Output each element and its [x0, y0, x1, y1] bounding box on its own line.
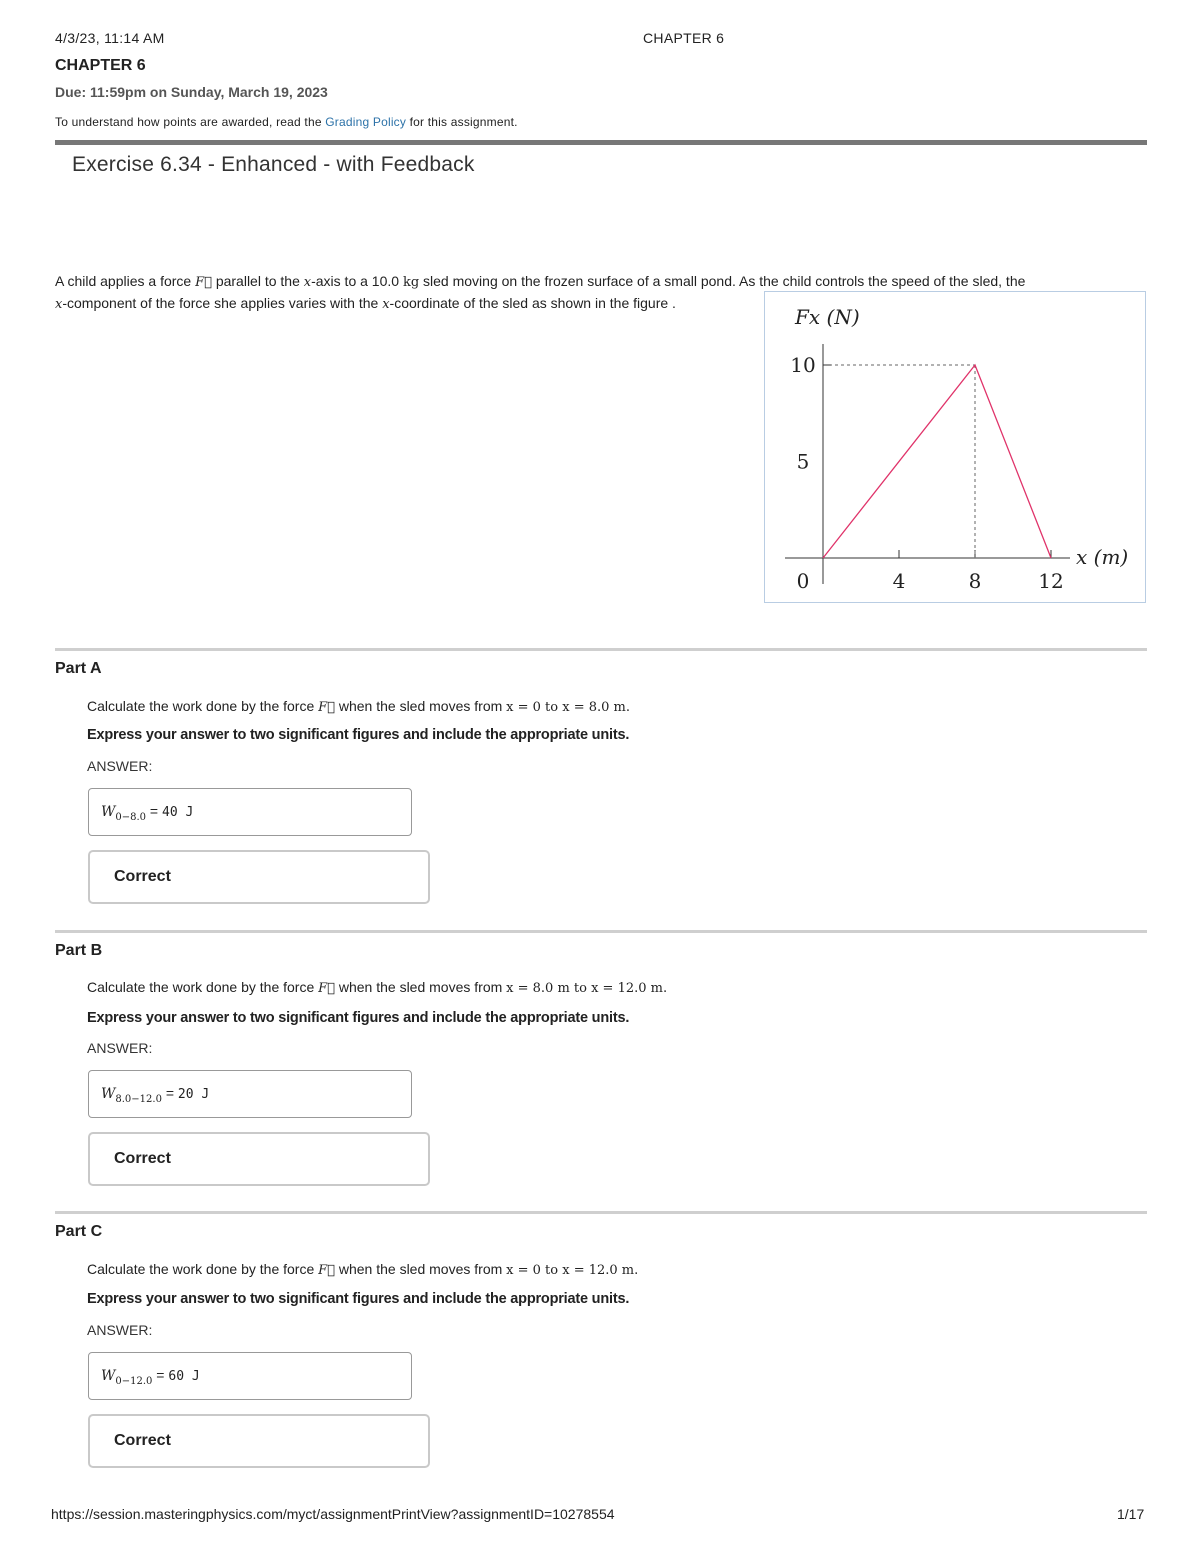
answer-value: 40 J — [162, 805, 194, 820]
grading-policy-link[interactable]: Grading Policy — [325, 115, 407, 129]
answer-value: 20 J — [177, 1087, 210, 1102]
question-mid: when the sled moves from — [338, 979, 503, 995]
question-prefix: Calculate the work done by the force — [87, 1261, 315, 1277]
kg-unit: kg — [402, 275, 420, 290]
print-datetime: 4/3/23, 11:14 AM — [55, 30, 165, 46]
force-graph — [765, 292, 1145, 602]
feedback-text: Correct — [114, 1150, 171, 1167]
answer-variable: W — [101, 804, 116, 820]
part-b-feedback — [88, 1132, 430, 1186]
x-symbol: x — [303, 275, 312, 290]
question-range: x = 0 to x = 12.0 m. — [506, 1263, 639, 1278]
x-tick-label: 0 — [796, 569, 810, 593]
question-range: x = 0 to x = 8.0 m. — [506, 700, 630, 715]
part-c-question — [87, 1261, 638, 1278]
part-a-instruction: Express your answer to two significant figures and include the appropriate units. — [87, 727, 630, 743]
part-c-answer-label: ANSWER: — [87, 1322, 153, 1338]
x-symbol: x — [55, 297, 63, 312]
y-tick-label: 5 — [796, 449, 810, 474]
force-vector-symbol: F⃗ — [318, 700, 335, 715]
answer-value: 60 J — [168, 1369, 200, 1384]
y-tick-label: 10 — [790, 353, 816, 377]
grading-policy-note — [55, 115, 518, 129]
intro-text-5: -component of the force she applies varies with the — [62, 295, 379, 311]
policy-prefix: To understand how points are awarded, read the — [55, 115, 322, 129]
answer-variable: W — [101, 1086, 116, 1102]
answer-equals: = — [152, 1367, 169, 1383]
part-c-feedback — [88, 1414, 430, 1468]
part-a-answer-label: ANSWER: — [87, 758, 153, 774]
answer-equals: = — [146, 803, 163, 819]
feedback-text: Correct — [114, 868, 171, 885]
due-date: Due: 11:59pm on Sunday, March 19, 2023 — [55, 84, 328, 100]
force-vector-symbol: F⃗ — [318, 981, 335, 996]
force-series-line — [823, 365, 1051, 558]
x-tick-label: 4 — [892, 569, 906, 593]
part-b-question — [87, 979, 667, 996]
x-tick-label: 8 — [968, 569, 982, 593]
intro-text-1: A child applies a force — [55, 273, 192, 289]
part-a-question — [87, 698, 630, 715]
part-a-answer — [101, 803, 194, 823]
part-b-divider — [55, 930, 1147, 933]
policy-suffix: for this assignment. — [409, 115, 518, 129]
part-b-heading: Part B — [55, 942, 103, 959]
part-c-answer — [101, 1367, 200, 1387]
part-c-instruction: Express your answer to two significant figures and include the appropriate units. — [87, 1291, 630, 1307]
part-a-feedback — [88, 850, 430, 904]
assignment-title: CHAPTER 6 — [55, 57, 146, 74]
answer-variable: W — [101, 1368, 116, 1384]
question-mid: when the sled moves from — [338, 1261, 503, 1277]
part-b-answer-box[interactable] — [88, 1070, 412, 1118]
answer-subscript: 0−12.0 — [115, 1376, 153, 1387]
footer-url[interactable]: https://session.masteringphysics.com/myct/assignmentPrintView?assignmentID=10278554 — [51, 1506, 615, 1522]
part-c-heading: Part C — [55, 1223, 103, 1240]
part-a-divider — [55, 648, 1147, 651]
part-b-answer-label: ANSWER: — [87, 1040, 153, 1056]
x-tick-label: 12 — [1038, 569, 1064, 593]
force-graph-figure — [764, 291, 1146, 603]
part-c-divider — [55, 1211, 1147, 1214]
part-b-answer — [101, 1085, 210, 1105]
part-a-heading: Part A — [55, 660, 102, 677]
intro-text-4: sled moving on the frozen surface of a small pond. As the child controls the speed of the sled, the — [423, 273, 1026, 289]
force-vector-symbol: F⃗ — [195, 275, 212, 290]
question-mid: when the sled moves from — [338, 698, 503, 714]
header-divider — [55, 140, 1147, 145]
part-b-instruction: Express your answer to two significant figures and include the appropriate units. — [87, 1010, 630, 1026]
page-number: 1/17 — [1117, 1506, 1145, 1522]
answer-subscript: 0−8.0 — [115, 812, 147, 823]
feedback-text: Correct — [114, 1432, 171, 1449]
print-header-title: CHAPTER 6 — [643, 30, 725, 46]
intro-text-2: parallel to the — [215, 273, 300, 289]
x-symbol: x — [382, 297, 390, 312]
question-prefix: Calculate the work done by the force — [87, 698, 315, 714]
x-axis-label: x (m) — [1076, 545, 1129, 569]
force-vector-symbol: F⃗ — [318, 1263, 335, 1278]
exercise-title: Exercise 6.34 - Enhanced - with Feedback — [72, 153, 475, 176]
y-axis-label: Fx (N) — [795, 305, 860, 329]
intro-text-3: -axis to a 10.0 — [311, 273, 400, 289]
part-c-answer-box[interactable] — [88, 1352, 412, 1400]
intro-text-6: -coordinate of the sled as shown in the figure . — [389, 295, 676, 311]
answer-subscript: 8.0−12.0 — [115, 1094, 162, 1105]
part-a-answer-box[interactable] — [88, 788, 412, 836]
question-range: x = 8.0 m to x = 12.0 m. — [506, 981, 668, 996]
question-prefix: Calculate the work done by the force — [87, 979, 315, 995]
answer-equals: = — [161, 1085, 178, 1101]
